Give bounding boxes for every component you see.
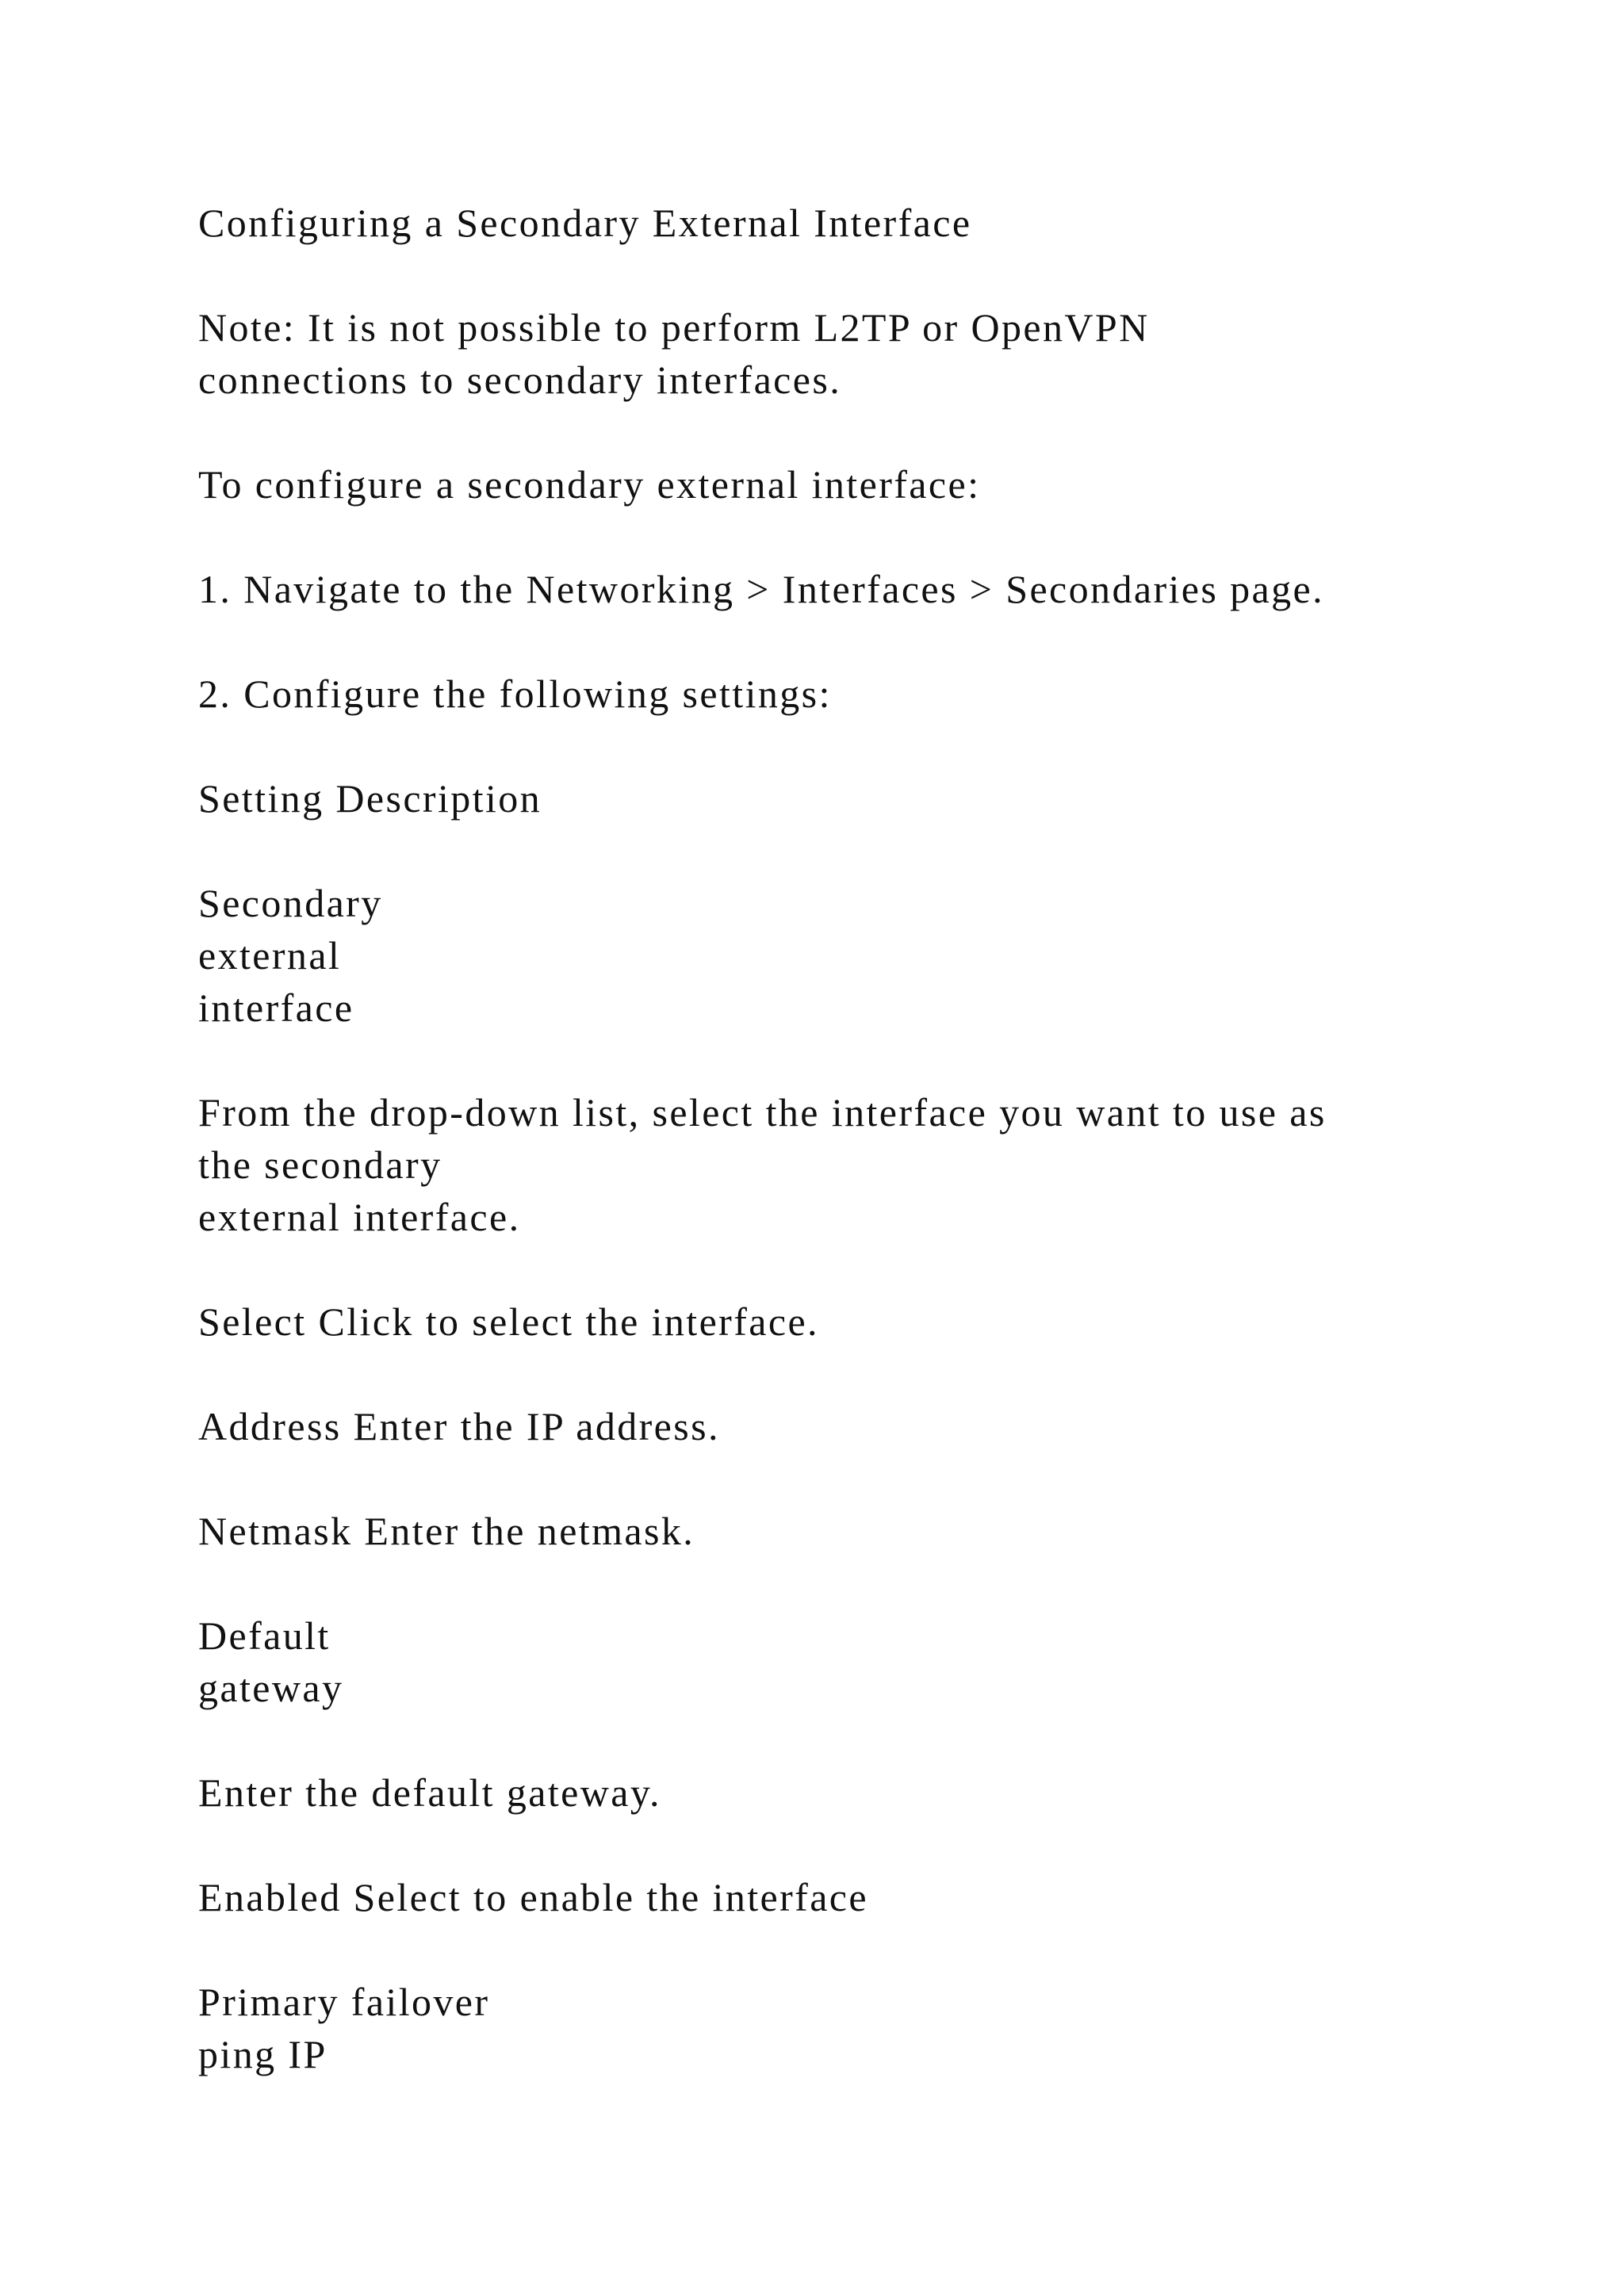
step-2-text: 2. Configure the following settings: — [198, 672, 832, 716]
setting-primary-failover-line-2: ping IP — [198, 2032, 327, 2076]
select-row: Select Click to select the interface. — [198, 1299, 819, 1344]
setting-default-gateway-line-1: Default — [198, 1613, 331, 1658]
setting-primary-failover-line-1: Primary failover — [198, 1980, 490, 2024]
document-title: Configuring a Secondary External Interface — [198, 201, 972, 245]
description-secondary-external-interface-line-3: external interface. — [198, 1195, 521, 1239]
description-secondary-external-interface-line-2: the secondary — [198, 1142, 442, 1187]
description-secondary-external-interface-line-1: From the drop-down list, select the interface you want to use as — [198, 1090, 1327, 1135]
table-header: Setting Description — [198, 776, 542, 821]
setting-secondary-external-interface-line-1: Secondary — [198, 881, 383, 925]
step-1-text: 1. Navigate to the Networking > Interfaces > Secondaries page. — [198, 567, 1325, 611]
setting-default-gateway-line-2: gateway — [198, 1666, 344, 1710]
note-line-1: Note: It is not possible to perform L2TP or OpenVPN — [198, 305, 1150, 350]
enabled-row: Enabled Select to enable the interface — [198, 1875, 868, 1919]
description-default-gateway: Enter the default gateway. — [198, 1770, 661, 1815]
intro-text: To configure a secondary external interface: — [198, 462, 981, 507]
note-line-2: connections to secondary interfaces. — [198, 358, 842, 402]
netmask-row: Netmask Enter the netmask. — [198, 1509, 695, 1553]
address-row: Address Enter the IP address. — [198, 1404, 720, 1448]
setting-secondary-external-interface-line-2: external — [198, 933, 342, 978]
setting-secondary-external-interface-line-3: interface — [198, 985, 354, 1030]
